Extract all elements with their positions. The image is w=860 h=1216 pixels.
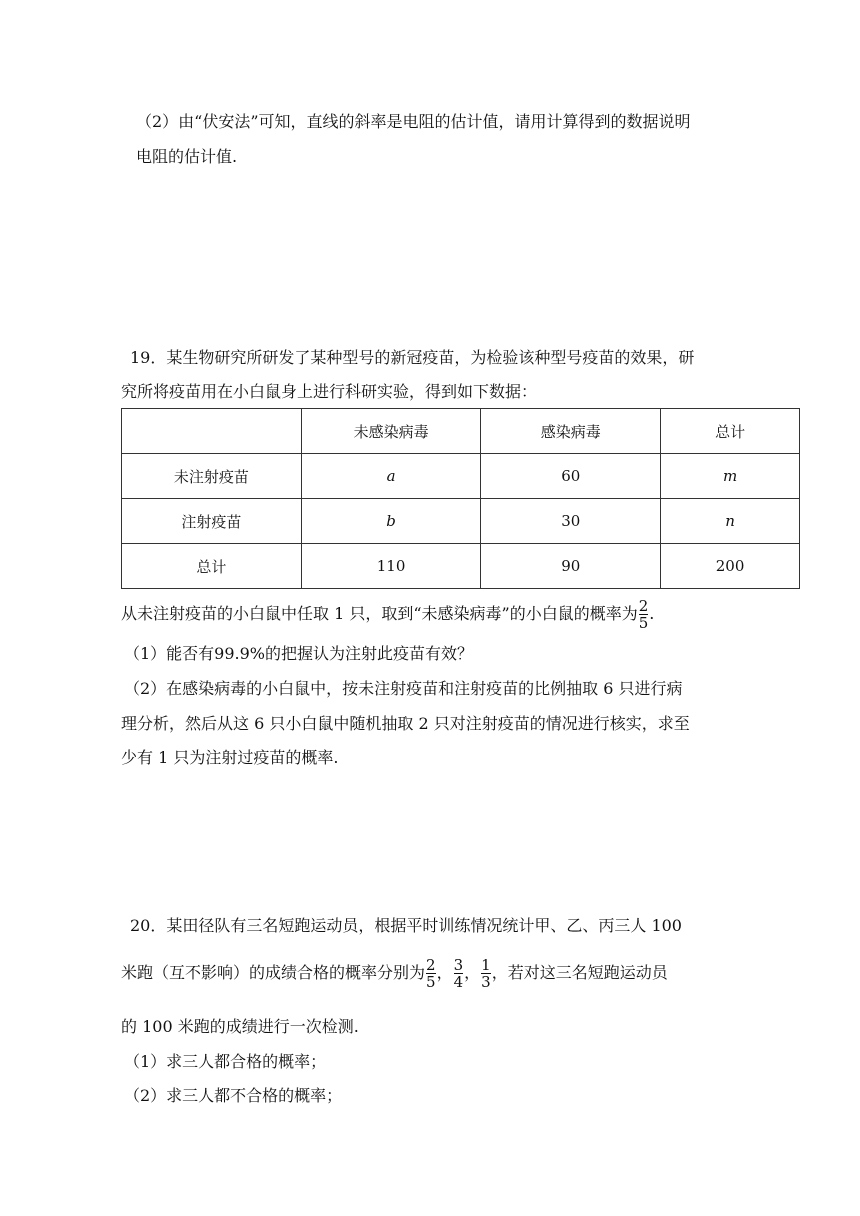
table-row xyxy=(122,499,800,544)
q19-part1: （1）能否有99.9%的把握认为注射此疫苗有效？ xyxy=(124,644,474,663)
table-header-cell: 未感染病毒 xyxy=(301,409,481,454)
table-cell: 30 xyxy=(481,499,661,544)
q20-part1: （1）求三人都合格的概率； xyxy=(124,1052,327,1071)
separator: ， xyxy=(436,963,453,982)
q19-part2-line3: 少有 1 只为注射过疫苗的概率. xyxy=(121,748,339,767)
q19-part2-line1: （2）在感染病毒的小白鼠中，按未注射疫苗和注射疫苗的比例抽取 6 只进行病 xyxy=(124,679,683,698)
q19-intro-line1: 19．某生物研究所研发了某种型号的新冠疫苗，为检验该种型号疫苗的效果，研 xyxy=(130,348,695,367)
q20-line3: 的 100 米跑的成绩进行一次检测. xyxy=(121,1017,359,1036)
fraction-numerator: 3 xyxy=(453,956,464,974)
q18-part2-line2: 电阻的估计值. xyxy=(136,147,238,166)
fraction xyxy=(426,957,436,990)
table-row xyxy=(122,544,800,589)
q20-line2 xyxy=(121,953,668,993)
fraction-denominator: 4 xyxy=(453,973,464,991)
fraction-denominator: 5 xyxy=(638,614,649,632)
q19-part2-line2: 理分析，然后从这 6 只小白鼠中随机抽取 2 只对注射疫苗的情况进行核实，求至 xyxy=(121,714,690,733)
q20-part2: （2）求三人都不合格的概率； xyxy=(124,1086,343,1105)
table-header-row xyxy=(122,409,800,454)
q20-intro-line1: 20．某田径队有三名短跑运动员，根据平时训练情况统计甲、乙、丙三人 100 xyxy=(130,916,682,935)
q20-line2-prefix: 米跑（互不影响）的成绩合格的概率分别为 xyxy=(121,963,426,982)
q18-part2-line1: （2）由“伏安法”可知，直线的斜率是电阻的估计值，请用计算得到的数据说明 xyxy=(136,112,691,131)
q20-line2-suffix: ，若对这三名短跑运动员 xyxy=(491,963,668,982)
table-cell: 60 xyxy=(481,454,661,499)
table-cell: m xyxy=(661,454,800,499)
fraction xyxy=(454,957,464,990)
fraction xyxy=(639,598,649,631)
fraction-numerator: 2 xyxy=(638,597,649,615)
table-cell: 90 xyxy=(481,544,661,589)
q19-data-table xyxy=(121,408,800,589)
table-cell: n xyxy=(661,499,800,544)
fraction-denominator: 5 xyxy=(426,973,436,991)
table-cell: 未注射疫苗 xyxy=(122,454,302,499)
fraction xyxy=(481,957,491,990)
table-cell: 注射疫苗 xyxy=(122,499,302,544)
table-row xyxy=(122,454,800,499)
table-cell: 总计 xyxy=(122,544,302,589)
table-header-cell xyxy=(122,409,302,454)
q19-probability-line xyxy=(121,596,654,632)
table-cell: 200 xyxy=(661,544,800,589)
q19-prob-end: . xyxy=(649,604,655,623)
table-cell: b xyxy=(301,499,481,544)
fraction-numerator: 1 xyxy=(481,956,491,974)
separator: ， xyxy=(464,963,481,982)
table-header-cell: 感染病毒 xyxy=(481,409,661,454)
fraction-numerator: 2 xyxy=(426,956,436,974)
q19-intro-line2: 究所将疫苗用在小白鼠身上进行科研实验，得到如下数据： xyxy=(121,382,538,401)
table-cell: a xyxy=(301,454,481,499)
q19-prob-text: 从未注射疫苗的小白鼠中任取 1 只，取到“未感染病毒”的小白鼠的概率为 xyxy=(121,604,638,623)
fraction-denominator: 3 xyxy=(481,973,491,991)
table-header-cell: 总计 xyxy=(661,409,800,454)
table-cell: 110 xyxy=(301,544,481,589)
